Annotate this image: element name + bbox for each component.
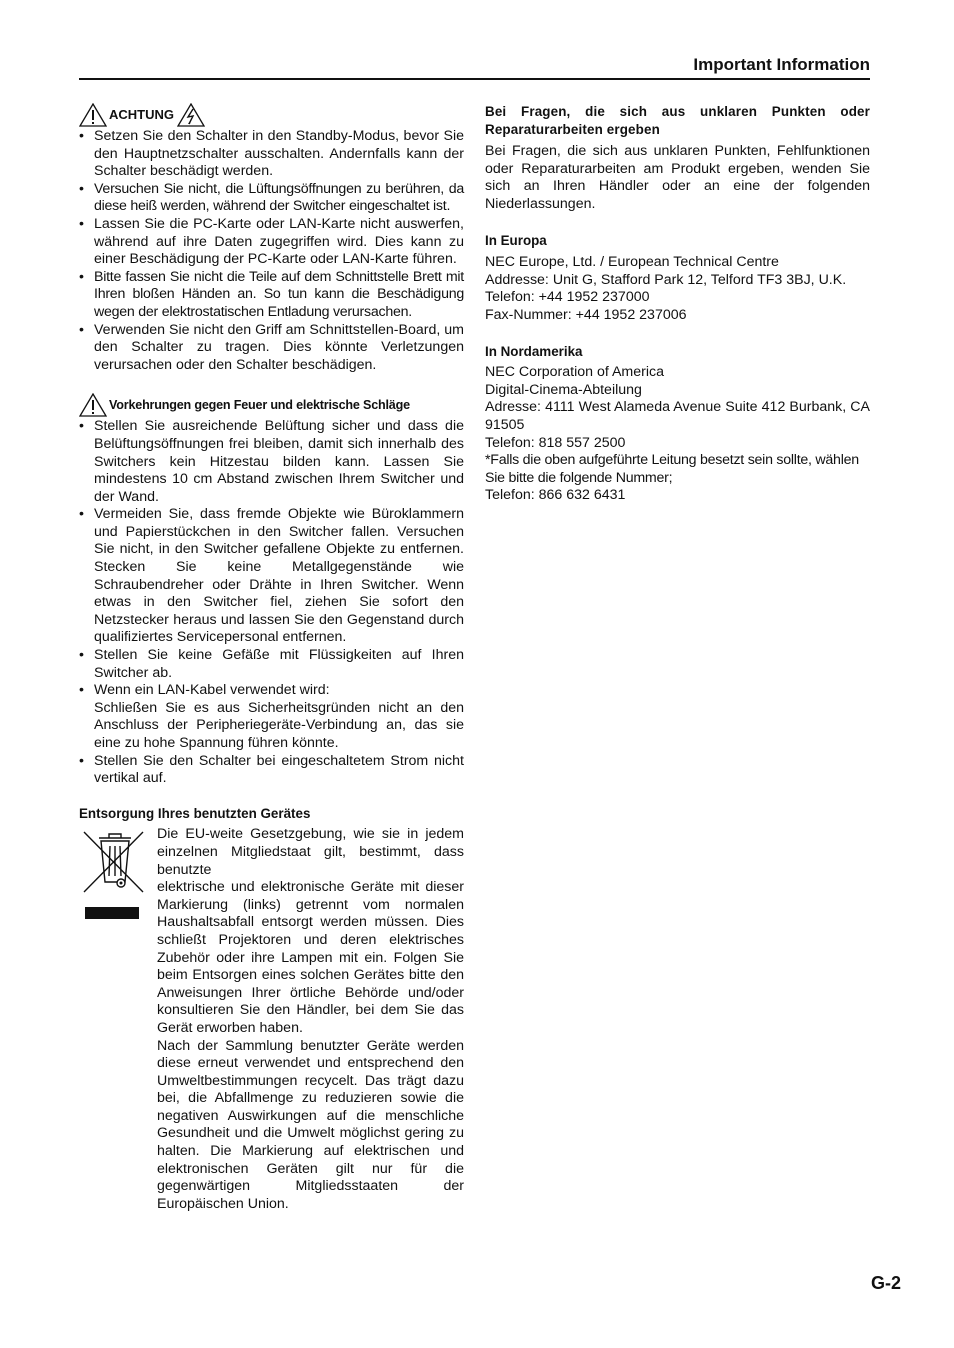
warning-triangle-icon — [79, 103, 107, 127]
disposal-section — [79, 826, 464, 1213]
disposal-paragraph: elektrische und elektronische Geräte mit dieser Markierung (links) getrennt vom normalen Haushaltsabfall entsorgt werden müssen. Dies schließt Projektoren und deren elektrisches Zubehör oder ihre Lampen mit ein. Folgen Sie beim Entsorgen eines solchen Gerätes bitte den Anweisungen Ihrer örtliche Behörde und/oder konsultieren Sie den Händler, bei dem Sie das Gerät erworben haben. — [157, 879, 464, 1036]
address-line: Telefon: 866 632 6431 — [485, 487, 626, 504]
europe-title: In Europa — [485, 232, 547, 248]
left-column — [79, 103, 464, 1213]
america-address — [485, 364, 870, 505]
list-item: • Vermeiden Sie, dass fremde Objekte wie Büroklammern und Papierstückchen in den Switcher fallen. Versuchen Sie nicht, in den Switcher gefallene Objekte zu entfernen. Stecken Sie keine Metallgegenstände wie Schraubendreher oder Drähte in Ihren Switcher. Wenn etwas in den Switcher fiel, ziehen Sie sofort den Netzstecker heraus und lassen Sie den Gegenstand durch qualifiziertes Servicepersonal entfernen. — [79, 506, 464, 647]
page-number: G-2 — [870, 1273, 901, 1293]
address-line: Digital-Cinema-Abteilung — [485, 381, 642, 398]
caution-label: ACHTUNG — [109, 107, 174, 123]
address-line: Addresse: Unit G, Stafford Park 12, Telford TF3 3BJ, U.K. — [485, 271, 847, 288]
header-rule — [79, 78, 870, 80]
list-item: • Bitte fassen Sie nicht die Teile auf dem Schnittstelle Brett mit Ihren bloßen Händen an. So tun kann die Beschädigung wegen der elektrostatischen Entladung verursachen. — [79, 269, 464, 322]
crossed-bin-icon — [79, 826, 157, 1213]
caution-list — [79, 128, 464, 374]
address-line: Telefon: 818 557 2500 — [485, 434, 626, 451]
list-item: • Wenn ein LAN-Kabel verwendet wird: — [79, 682, 464, 700]
electric-shock-icon — [177, 103, 205, 127]
list-item: • Verwenden Sie nicht den Griff am Schnittstellen-Board, um den Schalter zu tragen. Dies könnte Verletzungen verursachen oder den Schalter beschädigen. — [79, 322, 464, 375]
address-line: Adresse: 4111 West Alameda Avenue Suite 412 Burbank, CA 91505 — [485, 399, 870, 433]
warning-triangle-icon — [79, 393, 107, 417]
fire-list — [79, 418, 464, 787]
address-line: NEC Corporation of America — [485, 364, 664, 381]
disposal-text — [157, 826, 464, 1213]
europe-address — [485, 254, 870, 324]
disposal-paragraph: Nach der Sammlung benutzter Geräte werden diese erneut verwendet und entsprechend den Umweltbestimmungen recycelt. Das trägt dazu bei, die Abfallmenge zu reduzieren sowie die negativen Auswirkungen auf die menschliche Gesundheit und die Umwelt möglichst gering zu halten. Die Markierung auf elektrischen und elektronischen Geräten gilt nur für die gegenwärtigen Mitgliedsstaaten der Europäischen Union. — [157, 1037, 464, 1212]
list-item: • Versuchen Sie nicht, die Lüftungsöffnungen zu berühren, da diese heiß werden, während der Switcher eingeschaltet ist. — [79, 181, 464, 216]
list-item: • Stellen Sie den Schalter bei eingeschaltetem Strom nicht vertikal auf. — [79, 753, 464, 788]
list-item: • Stellen Sie ausreichende Belüftung sicher und dass die Belüftungsöffnungen frei bleiben, damit sich innerhalb des Switchers kein Hitzestau bilden kann. Lassen Sie mindestens 10 cm Abstand zwischen Ihrem Switcher und der Wand. — [79, 418, 464, 506]
address-line: Fax-Nummer: +44 1952 237006 — [485, 306, 687, 323]
list-item: • Lassen Sie die PC-Karte oder LAN-Karte nicht auswerfen, während auf ihre Daten zugegriffen wird. Dies kann zu einer Beschädigung der PC-Karte oder LAN-Karte führen. — [79, 216, 464, 269]
address-line: Telefon: +44 1952 237000 — [485, 289, 650, 306]
list-item: • Setzen Sie den Schalter in den Standby-Modus, bevor Sie den Hauptnetzschalter ausschalten. Andernfalls kann der Schalter beschädigt werden. — [79, 128, 464, 181]
disposal-paragraph: Die EU-weite Gesetzgebung, wie sie in jedem einzelnen Mitgliedstaat gilt, bestimmt, dass benutzte — [157, 826, 464, 878]
caution-heading — [79, 103, 464, 127]
address-line: *Falls die oben aufgeführte Leitung besetzt sein sollte, wählen Sie bitte die folgende Nummer; — [485, 452, 859, 486]
contact-intro: Bei Fragen, die sich aus unklaren Punkten, Fehlfunktionen oder Reparaturarbeiten am Produkt ergeben, wenden Sie sich an Ihren Händler oder an eine der folgenden Niederlassungen. — [485, 143, 870, 212]
contact-title: Bei Fragen, die sich aus unklaren Punkten oder Reparaturarbeiten ergeben — [485, 104, 870, 137]
continuation-text: Schließen Sie es aus Sicherheitsgründen nicht an den Anschluss der Peripheriegeräte-Verbindung an, das sie eine zu hohe Spannung führen könnte. — [94, 699, 464, 751]
right-column — [485, 103, 870, 505]
disposal-title: Entsorgung Ihres benutzten Gerätes — [79, 805, 311, 821]
header-title: Important Information — [693, 55, 870, 74]
address-line: NEC Europe, Ltd. / European Technical Centre — [485, 254, 779, 271]
list-item: • Stellen Sie keine Gefäße mit Flüssigkeiten auf Ihren Switcher ab. — [79, 647, 464, 682]
list-item-continuation — [79, 700, 464, 753]
america-title: In Nordamerika — [485, 343, 583, 359]
fire-heading — [79, 393, 464, 417]
fire-label: Vorkehrungen gegen Feuer und elektrische Schläge — [109, 397, 410, 412]
